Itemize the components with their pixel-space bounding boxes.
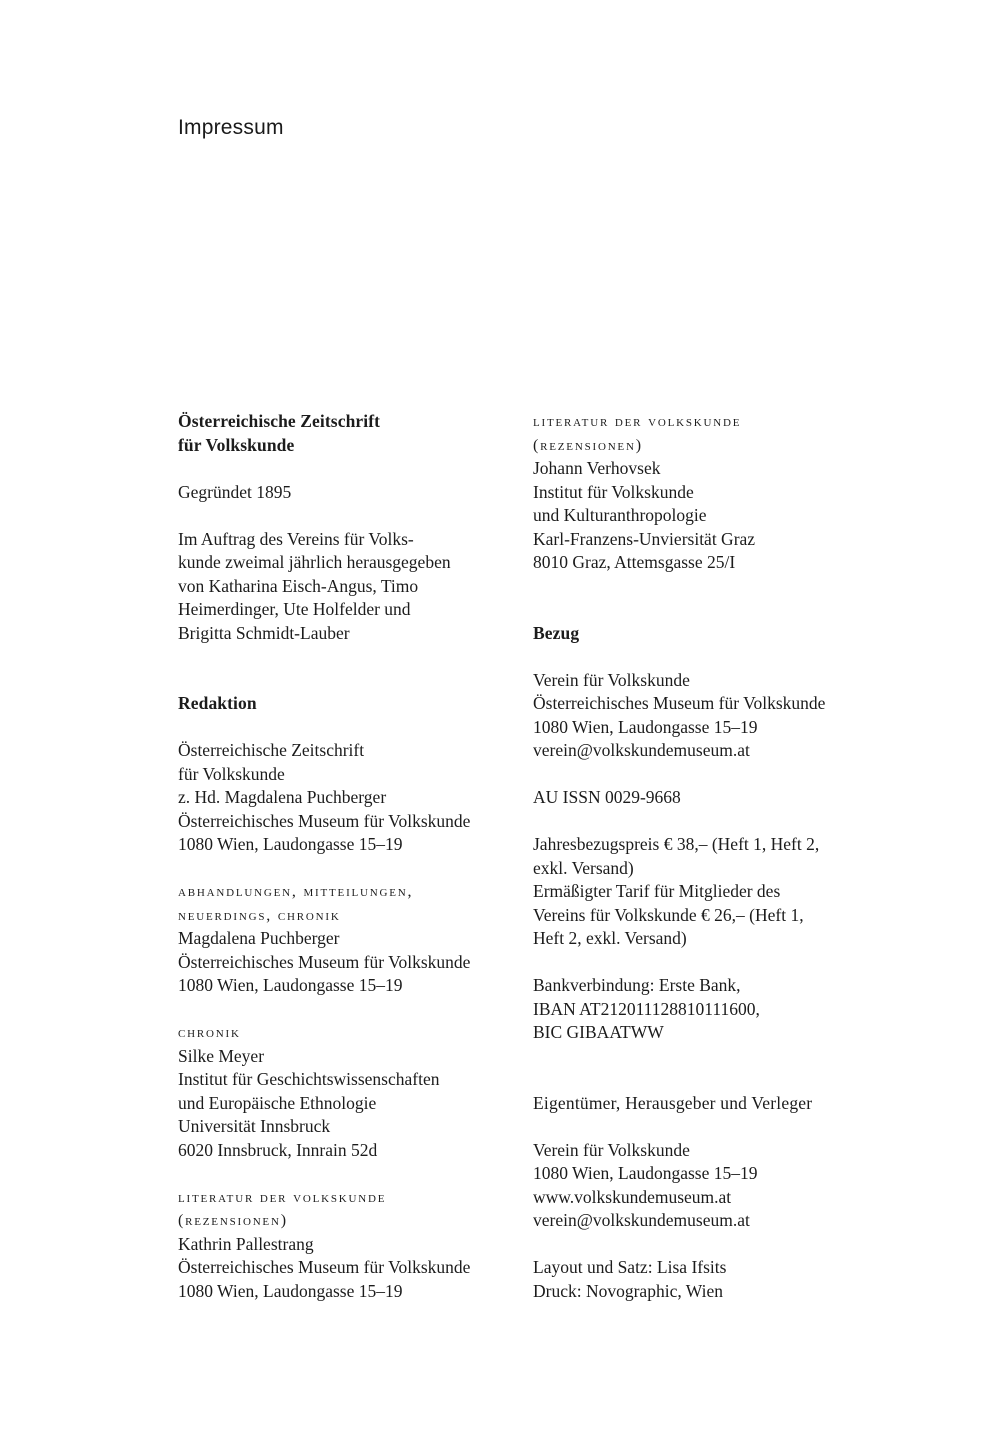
contact-line: Kathrin Pallestrang <box>178 1233 314 1254</box>
chronik-heading: chronik <box>178 1024 241 1041</box>
pricing-line: Vereins für Volkskunde € 26,– (Heft 1, <box>533 904 804 925</box>
redaktion-address <box>178 739 518 857</box>
pricing-line: Jahresbezugspreis € 38,– (Heft 1, Heft 2, <box>533 834 820 854</box>
address-line: 1080 Wien, Laudongasse 15–19 <box>178 834 403 854</box>
contact-line: 1080 Wien, Laudongasse 15–19 <box>178 975 403 995</box>
contact-line: Karl-Franzens-Unviersität Graz <box>533 528 756 549</box>
bezug-contact <box>533 669 873 763</box>
bank-details <box>533 974 873 1045</box>
bank-line: BIC GIBAATWW <box>533 1022 664 1042</box>
address-line: für Volkskunde <box>178 763 285 784</box>
abhandlungen-section <box>178 880 518 998</box>
pricing-line: Ermäßigter Tarif für Mitglieder des <box>533 881 781 901</box>
credit-line: Layout und Satz: Lisa Ifsits <box>533 1257 727 1277</box>
founded-text: Gegründet 1895 <box>178 481 292 502</box>
literatur-heading: (rezensionen) <box>533 436 643 454</box>
chronik-section <box>178 1021 518 1162</box>
issn-text: AU ISSN 0029-9668 <box>533 787 681 807</box>
production-credits <box>533 1256 873 1303</box>
owner-heading: Eigentümer, Herausgeber und Verleger <box>533 1092 813 1113</box>
literatur-heading: (rezensionen) <box>178 1212 288 1229</box>
journal-title-line: für Volkskunde <box>178 434 295 455</box>
contact-line: 1080 Wien, Laudongasse 15–19 <box>533 1163 758 1183</box>
contact-line: und Kulturanthropologie <box>533 505 707 525</box>
contact-line: 1080 Wien, Laudongasse 15–19 <box>533 716 758 737</box>
mandate-line: von Katharina Eisch-Angus, Timo <box>178 575 419 596</box>
right-column <box>533 410 873 1303</box>
contact-line: Universität Innsbruck <box>178 1116 331 1136</box>
literatur-section-right <box>533 410 873 575</box>
contact-line: und Europäische Ethnologie <box>178 1092 377 1113</box>
website-link[interactable]: www.volkskundemuseum.at <box>533 1186 732 1207</box>
credit-line: Druck: Novographic, Wien <box>533 1280 723 1301</box>
contact-line: Magdalena Puchberger <box>178 928 340 948</box>
journal-title <box>178 410 518 457</box>
contact-line: Verein für Volkskunde <box>533 669 690 690</box>
contact-line: Österreichisches Museum für Volkskunde <box>533 693 826 713</box>
contact-line: 1080 Wien, Laudongasse 15–19 <box>178 1280 403 1301</box>
literatur-heading: literatur der volkskunde <box>178 1188 387 1206</box>
abhandlungen-heading: abhandlungen, mitteilungen, <box>178 883 414 900</box>
bank-line: IBAN AT212011128810111600, <box>533 998 760 1019</box>
contact-line: Institut für Geschichtswissenschaften <box>178 1069 440 1089</box>
pricing-line: Heft 2, exkl. Versand) <box>533 928 687 948</box>
contact-line: Österreichisches Museum für Volkskunde <box>178 1257 471 1277</box>
mandate-line: kunde zweimal jährlich herausgegeben <box>178 552 451 572</box>
bank-line: Bankverbindung: Erste Bank, <box>533 975 741 995</box>
pricing-line: exkl. Versand) <box>533 857 634 878</box>
contact-line: Institut für Volkskunde <box>533 481 694 502</box>
owner-contact <box>533 1139 873 1233</box>
left-column <box>178 410 518 1303</box>
literatur-heading: literatur der volkskunde <box>533 413 742 430</box>
mandate-line: Heimerdinger, Ute Holfelder und <box>178 599 411 619</box>
contact-line: Verein für Volkskunde <box>533 1139 690 1160</box>
abhandlungen-heading: neuerdings, chronik <box>178 906 341 924</box>
mandate-line: Brigitta Schmidt-Lauber <box>178 622 350 643</box>
mandate-line: Im Auftrag des Vereins für Volks- <box>178 528 414 549</box>
journal-title-line: Österreichische Zeitschrift <box>178 411 381 431</box>
contact-line: Silke Meyer <box>178 1045 265 1066</box>
redaktion-heading: Redaktion <box>178 693 257 713</box>
email-link[interactable]: verein@volkskundemuseum.at <box>533 1210 750 1230</box>
contact-line: Österreichisches Museum für Volkskunde <box>178 951 471 972</box>
contact-line: Johann Verhovsek <box>533 458 661 478</box>
page-title: Impressum <box>178 116 284 139</box>
address-line: Österreichisches Museum für Volkskunde <box>178 810 471 831</box>
literatur-section <box>178 1186 518 1304</box>
mandate-text <box>178 528 518 646</box>
contact-line: 8010 Graz, Attemsgasse 25/I <box>533 552 736 572</box>
bezug-heading: Bezug <box>533 622 580 643</box>
contact-line: 6020 Innsbruck, Innrain 52d <box>178 1139 378 1160</box>
address-line: Österreichische Zeitschrift <box>178 740 365 760</box>
pricing-text <box>533 833 873 951</box>
email-link[interactable]: verein@volkskundemuseum.at <box>533 740 750 760</box>
address-line: z. Hd. Magdalena Puchberger <box>178 787 387 807</box>
